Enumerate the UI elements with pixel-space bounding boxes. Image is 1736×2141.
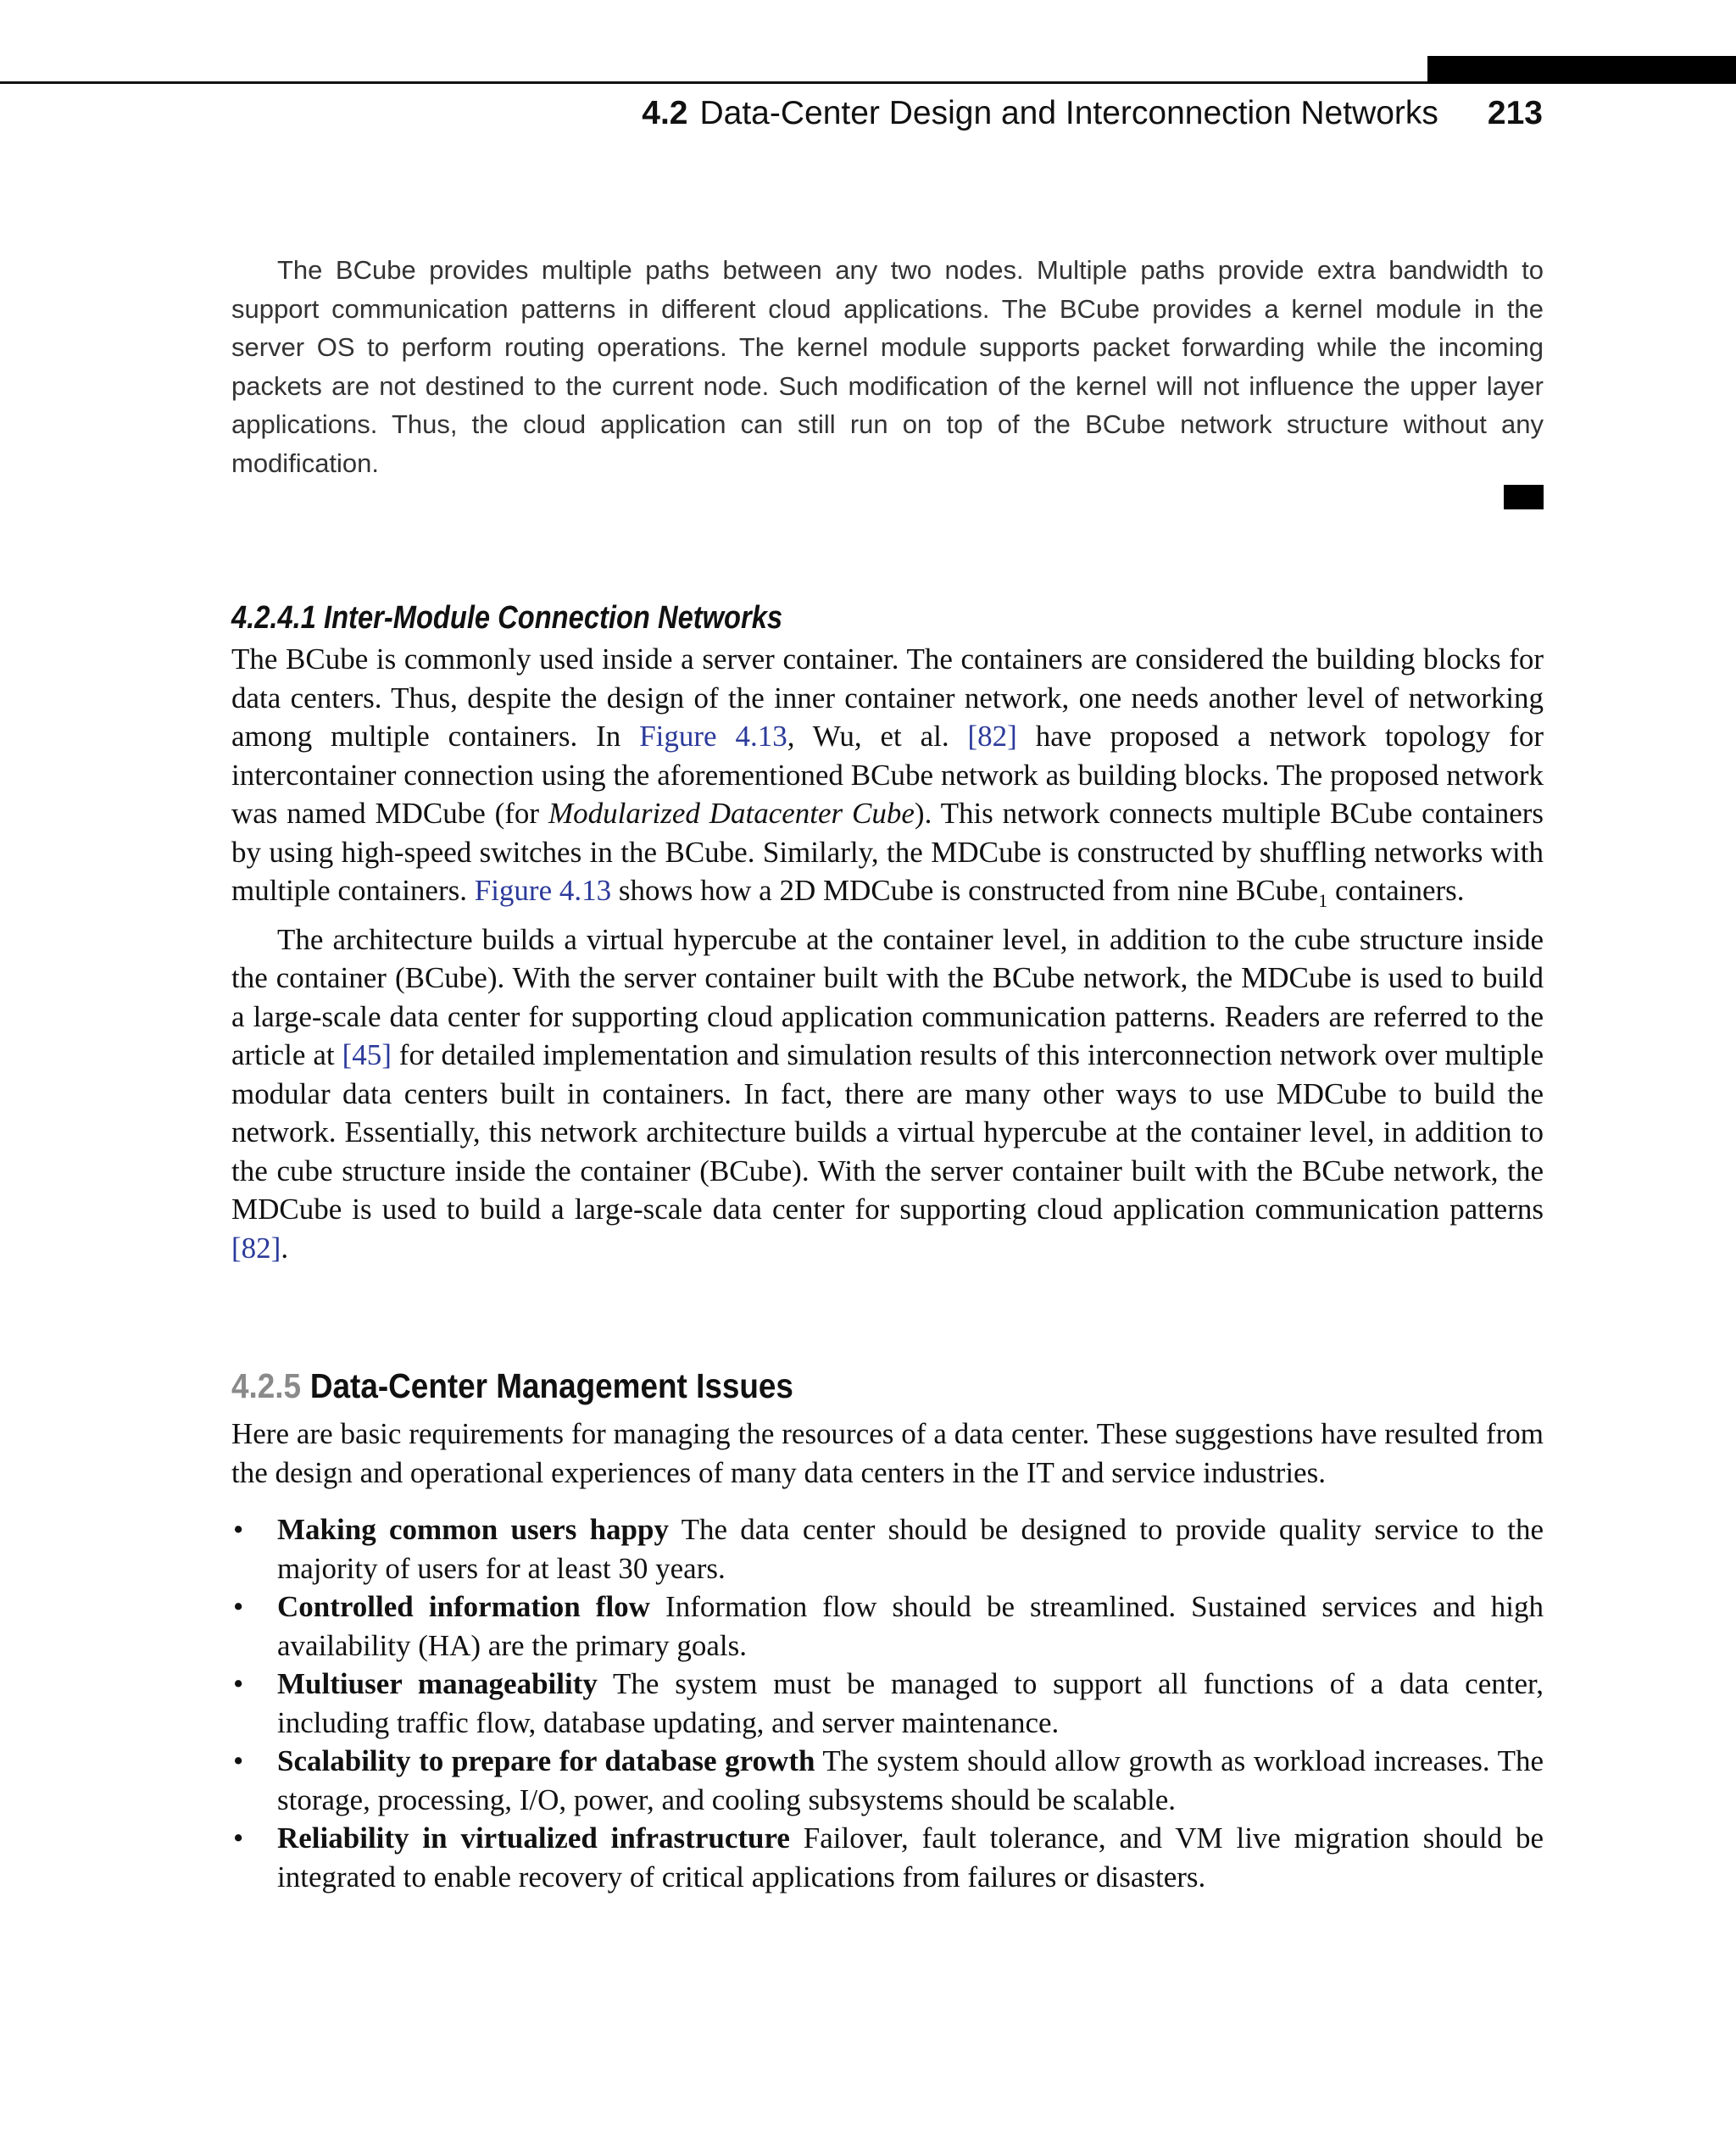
header-section-number: 4.2	[642, 95, 688, 131]
list-item	[231, 1510, 1544, 1588]
text-run: ). This network connects multiple BCube containers by using high-speed switches in the BCube. Similarly, the MDCube is constructed by shuffling networks with multiple containers.	[231, 797, 1544, 907]
text-run: , Wu, et al.	[787, 720, 968, 753]
section-number: 4.2.5	[231, 1366, 302, 1405]
bullet-icon: •	[233, 1667, 244, 1700]
text-run: have proposed a network topology for intercontainer connection using the aforementioned BCube network as building blocks. The proposed network was named MDCube (for	[231, 720, 1544, 830]
running-header	[642, 95, 1543, 132]
bullet-icon: •	[233, 1590, 244, 1623]
section-title: Data-Center Management Issues	[309, 1366, 793, 1405]
citation-link[interactable]: [82]	[967, 720, 1017, 753]
text-run: The architecture builds a virtual hypercube at the container level, in addition to the cube structure inside the container (BCube). With the server container built with the BCube network, the MDCube is used to build a large-scale data center for supporting cloud application communication patterns. Readers are referred to the article at	[231, 922, 1544, 1071]
bullet-icon: •	[233, 1513, 244, 1546]
paragraph-2	[231, 920, 1544, 1268]
list-item	[231, 1819, 1544, 1896]
list-item-text: The data center should be designed to provide quality service to the majority of users for at least 30 years.	[277, 1513, 1544, 1585]
end-of-section-mark	[1504, 485, 1544, 509]
list-item-text: Information flow should be streamlined. Sustained services and high availability (HA) are the primary goals.	[277, 1590, 1544, 1662]
text-run: The BCube is commonly used inside a server container. The containers are considered the building blocks for data centers. Thus, despite the design of the inner container network, one needs another level of networking among multiple containers. In	[231, 642, 1544, 753]
figure-link[interactable]: Figure 4.13	[474, 874, 612, 907]
subscript: 1	[1318, 890, 1328, 911]
section-4241	[231, 600, 1544, 1267]
subsection-heading: 4.2.4.1 Inter-Module Connection Networks	[231, 600, 783, 636]
paragraph-1	[231, 640, 1544, 920]
italic-term: Modularized Datacenter Cube	[548, 797, 915, 830]
list-item-term: Multiuser manageability	[277, 1667, 598, 1700]
figure-link[interactable]: Figure 4.13	[639, 720, 787, 753]
bullet-icon: •	[233, 1821, 244, 1855]
text-run: .	[281, 1231, 289, 1265]
list-item-term: Controlled information flow	[277, 1590, 650, 1623]
list-item	[231, 1665, 1544, 1742]
text-run: containers.	[1327, 874, 1465, 907]
header-tab-block	[1427, 56, 1736, 83]
end-mark-row	[231, 485, 1544, 509]
bullet-icon: •	[233, 1744, 244, 1777]
list-item	[231, 1588, 1544, 1665]
page-number: 213	[1487, 95, 1543, 131]
intro-block	[231, 251, 1544, 482]
list-item-text: The system must be managed to support all functions of a data center, including traffic flow, database updating, and server maintenance.	[277, 1667, 1544, 1739]
list-item-term: Reliability in virtualized infrastructure	[277, 1821, 790, 1855]
citation-link[interactable]: [45]	[342, 1038, 392, 1071]
list-item-text: Failover, fault tolerance, and VM live migration should be integrated to enable recovery of critical applications from failures or disasters.	[277, 1821, 1544, 1894]
list-item-text: The system should allow growth as workload increases. The storage, processing, I/O, power, and cooling subsystems should be scalable.	[277, 1744, 1544, 1816]
section-intro: Here are basic requirements for managing the resources of a data center. These suggestions have resulted from the design and operational experiences of many data centers in the IT and service industries.	[231, 1417, 1544, 1489]
intro-paragraph: The BCube provides multiple paths between any two nodes. Multiple paths provide extra bandwidth to support communication patterns in different cloud applications. The BCube provides a kernel module in the server OS to perform routing operations. The kernel module supports packet forwarding while the incoming packets are not destined to the current node. Such modification of the kernel will not influence the upper layer applications. Thus, the cloud application can still run on top of the BCube network structure without any modification.	[231, 255, 1544, 478]
list-item-term: Scalability to prepare for database growth	[277, 1744, 815, 1777]
list-item-term: Making common users happy	[277, 1513, 669, 1546]
list-item	[231, 1742, 1544, 1819]
section-heading	[231, 1366, 1412, 1406]
citation-link[interactable]: [82]	[231, 1231, 281, 1265]
section-425	[231, 1366, 1544, 1896]
text-run: for detailed implementation and simulation results of this interconnection network over multiple modular data centers built in containers. In fact, there are many other ways to use MDCube to build the network. Essentially, this network architecture builds a virtual hypercube at the container level, in addition to the cube structure inside the container (BCube). With the server container built with the BCube network, the MDCube is used to build a large-scale data center for supporting cloud application communication patterns	[231, 1038, 1544, 1226]
header-section-title: Data-Center Design and Interconnection Networks	[699, 95, 1438, 131]
text-run: shows how a 2D MDCube is constructed from nine BCube	[611, 874, 1319, 907]
requirements-list	[231, 1510, 1544, 1896]
